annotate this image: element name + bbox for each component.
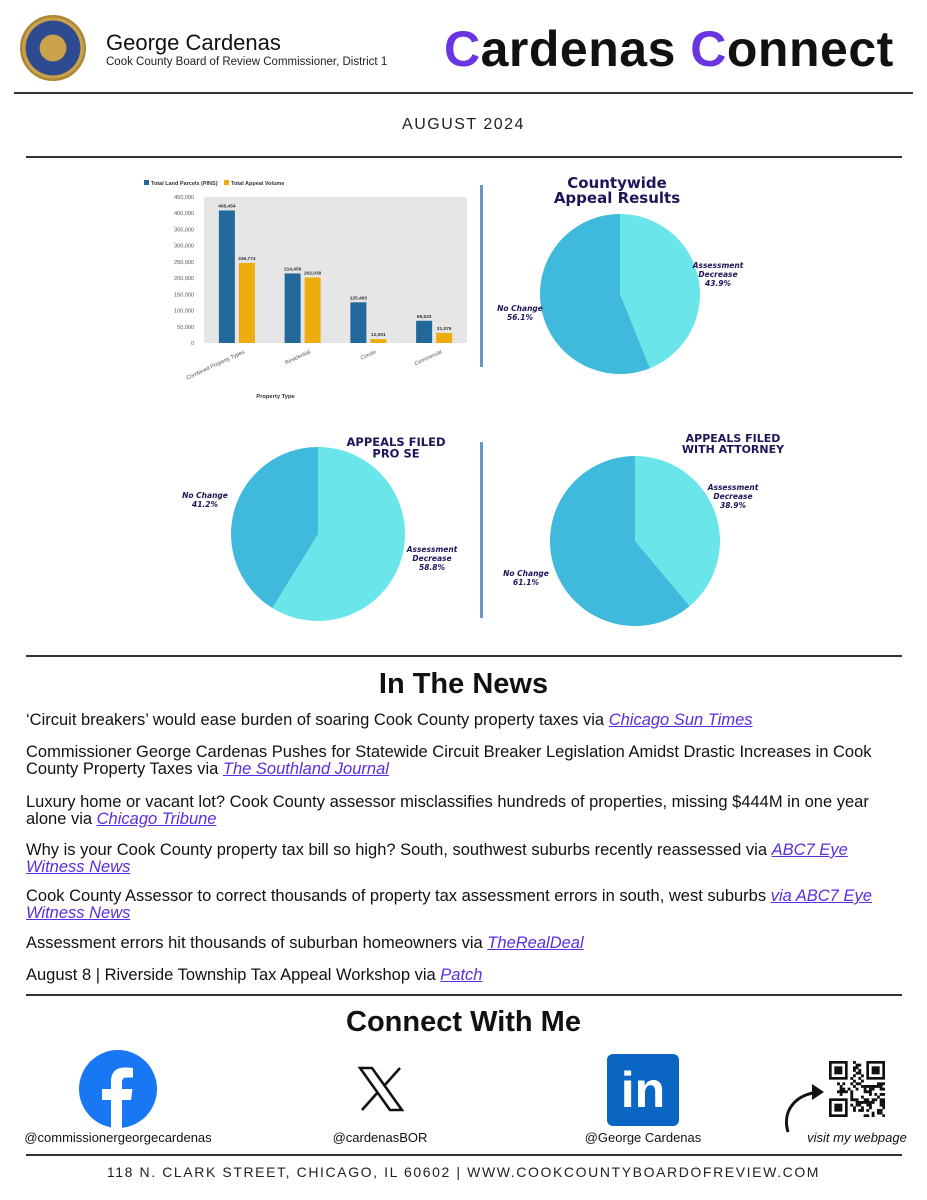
- news-section-title: In The News: [378, 668, 549, 700]
- pie-title: Appeal Results: [553, 189, 681, 207]
- facebook-icon[interactable]: [79, 1050, 157, 1128]
- pie-slice-label: Assessment: [692, 261, 744, 270]
- connect-section-title: Connect With Me: [346, 1006, 581, 1038]
- cook-county-seal-logo: [20, 15, 86, 81]
- bar: [436, 333, 452, 343]
- y-tick-label: 200,000: [174, 276, 194, 283]
- bar-value-label: 68,533: [416, 314, 432, 320]
- pie-slice-label: Decrease: [698, 270, 738, 279]
- facebook-handle[interactable]: @commissionergeorgecardenas: [24, 1130, 212, 1145]
- x-tick-label: Residential: [284, 349, 312, 367]
- pie-slice-label: Decrease: [412, 554, 452, 563]
- bar: [416, 321, 432, 343]
- bar-value-label: 12,001: [371, 333, 386, 339]
- bar-value-label: 408,454: [218, 204, 236, 210]
- bar-value-label: 125,463: [349, 296, 368, 302]
- linkedin-handle[interactable]: @George Cardenas: [584, 1130, 702, 1145]
- pie-slice-value: 38.9%: [719, 501, 747, 510]
- pie-slice-label: Decrease: [713, 492, 753, 501]
- bar: [305, 277, 321, 343]
- news-source-link[interactable]: The Southland Journal: [222, 760, 389, 778]
- newsletter-brand: [444, 20, 894, 78]
- legend-swatch: [224, 180, 229, 185]
- x-tick-label: Commercial: [413, 349, 443, 368]
- y-tick-label: 0: [190, 341, 194, 347]
- bar: [285, 273, 301, 343]
- news-item: [26, 935, 906, 952]
- header-divider: [14, 92, 913, 94]
- bar-value-label: 31,075: [436, 326, 452, 332]
- pie-title: PRO SE: [372, 446, 420, 461]
- news-source-link[interactable]: via ABC7 Eye Witness News: [26, 887, 872, 922]
- commissioner-name: George Cardenas: [106, 30, 281, 55]
- news-headline: August 8 | Riverside Township Tax Appeal Workshop via: [26, 966, 441, 984]
- y-tick-label: 400,000: [174, 211, 194, 218]
- y-tick-label: 450,000: [174, 195, 194, 201]
- x-handle[interactable]: @cardenasBOR: [332, 1130, 428, 1145]
- pie-slice-value: 43.9%: [704, 279, 732, 288]
- y-tick-label: 50,000: [177, 324, 194, 331]
- attorney-appeals-pie: [490, 428, 790, 633]
- bar-value-label: 246,774: [238, 256, 256, 262]
- pie-slice-value: 61.1%: [512, 578, 540, 587]
- commissioner-title: Cook County Board of Review Commissioner, District 1: [106, 56, 388, 68]
- bar-value-label: 214,459: [283, 267, 302, 273]
- bar: [239, 263, 255, 343]
- brand-initial-1: C: [444, 21, 481, 77]
- connect-top-divider: [26, 994, 902, 996]
- arrow-icon: [780, 1080, 830, 1136]
- pie-slice-label: Assessment: [707, 483, 759, 492]
- x-icon[interactable]: [358, 1066, 404, 1112]
- bar: [219, 210, 235, 343]
- news-headline: Why is your Cook County property tax bill so high? South, southwest suburbs recently reassessed via: [26, 841, 772, 859]
- visit-webpage-label[interactable]: visit my webpage: [807, 1130, 907, 1145]
- news-source-link[interactable]: Chicago Sun Times: [608, 711, 753, 729]
- pie-title: APPEALS FILED: [685, 432, 781, 445]
- chart-divider-bottom: [480, 442, 483, 618]
- y-tick-label: 100,000: [174, 308, 194, 315]
- pie-slice-label: No Change: [503, 569, 549, 578]
- news-source-link[interactable]: Patch: [440, 966, 483, 984]
- pie-slice-value: 56.1%: [506, 313, 534, 322]
- news-headline: Assessment errors hit thousands of suburban homeowners via: [26, 934, 488, 952]
- pie-title: WITH ATTORNEY: [681, 443, 785, 456]
- pie-title: APPEALS FILED: [346, 435, 446, 449]
- news-source-link[interactable]: TheRealDeal: [487, 934, 584, 952]
- pie-slice-label: No Change: [182, 491, 228, 500]
- y-tick-label: 250,000: [174, 259, 194, 266]
- y-tick-label: 300,000: [174, 243, 194, 250]
- linkedin-icon[interactable]: [607, 1054, 679, 1126]
- brand-word-1: ardenas: [480, 21, 691, 77]
- pro-se-appeals-pie: [170, 430, 470, 630]
- charts-top-divider: [26, 156, 902, 158]
- pie-slice-label: Assessment: [406, 545, 458, 554]
- brand-word-2: onnect: [726, 21, 894, 77]
- news-headline: ‘Circuit breakers’ would ease burden of soaring Cook County property taxes via: [26, 711, 609, 729]
- pie-slice-value: 58.8%: [418, 563, 446, 572]
- news-headline: Commissioner George Cardenas Pushes for Statewide Circuit Breaker Legislation Amidst Drastic Increases in Cook County Property Taxes via: [26, 743, 872, 778]
- pie-title: Countywide: [567, 174, 667, 192]
- brand-initial-2: C: [690, 21, 727, 77]
- legend-label: Total Appeal Volume: [231, 181, 285, 187]
- news-item: [26, 794, 906, 828]
- pie-slice-label: No Change: [497, 304, 543, 313]
- bar: [350, 302, 366, 343]
- footer-divider: [26, 1154, 902, 1156]
- news-item: [26, 712, 906, 729]
- x-tick-label: Condo: [359, 349, 378, 362]
- x-axis-title: Property Type: [256, 394, 295, 400]
- news-top-divider: [26, 655, 902, 657]
- news-source-link[interactable]: Chicago Tribune: [96, 810, 217, 828]
- x-tick-label: Combined Property Types: [185, 349, 246, 382]
- news-headline: Luxury home or vacant lot? Cook County assessor misclassifies hundreds of properties, missing $444M in one year alone via: [26, 793, 869, 828]
- news-item: [26, 744, 906, 778]
- news-item: [26, 888, 906, 922]
- news-item: [26, 967, 906, 984]
- linkedin-in-text: in: [620, 1062, 666, 1118]
- qr-code-icon[interactable]: [829, 1061, 885, 1117]
- pie-slice-value: 41.2%: [191, 500, 219, 509]
- news-item: [26, 842, 906, 876]
- legend-swatch: [144, 180, 149, 185]
- appeal-volume-bar-chart: [140, 172, 475, 407]
- y-tick-label: 350,000: [174, 227, 194, 234]
- bar-value-label: 202,039: [303, 271, 322, 277]
- footer-address: 118 N. CLARK STREET, CHICAGO, IL 60602 | WWW.COOKCOUNTYBOARDOFREVIEW.COM: [106, 1164, 821, 1180]
- news-source-link[interactable]: ABC7 Eye Witness News: [26, 841, 848, 876]
- y-tick-label: 150,000: [174, 292, 194, 299]
- issue-month: AUGUST 2024: [402, 116, 525, 133]
- chart-divider-top: [480, 185, 483, 367]
- legend-label: Total Land Parcels (PINS): [151, 181, 218, 187]
- news-headline: Cook County Assessor to correct thousands of property tax assessment errors in south, west suburbs: [26, 887, 771, 905]
- bar: [370, 339, 386, 343]
- countywide-appeal-results-pie: [490, 168, 750, 383]
